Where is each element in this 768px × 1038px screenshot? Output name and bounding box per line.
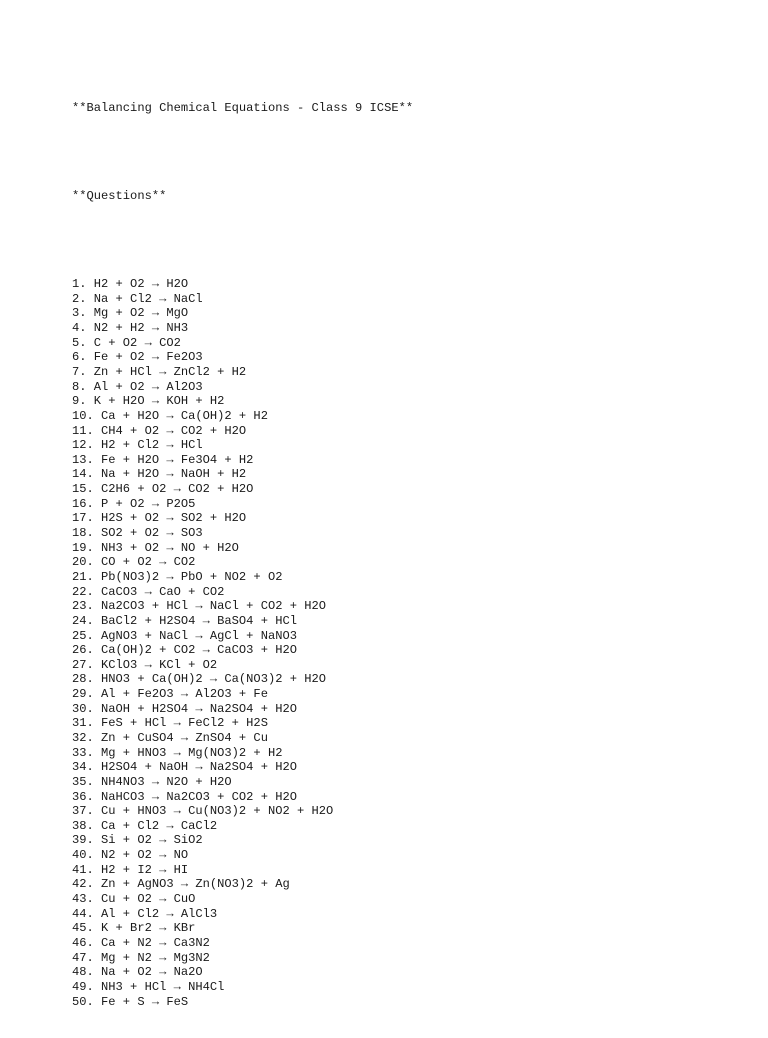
question-item: 26. Ca(OH)2 + CO2 → CaCO3 + H2O bbox=[72, 643, 297, 658]
question-item: 14. Na + H2O → NaOH + H2 bbox=[72, 467, 247, 482]
question-item: 11. CH4 + O2 → CO2 + H2O bbox=[72, 423, 247, 438]
question-item: 45. K + Br2 → KBr bbox=[72, 921, 196, 936]
question-item: 28. HNO3 + Ca(OH)2 → Ca(NO3)2 + H2O bbox=[72, 672, 327, 687]
question-item: 42. Zn + AgNO3 → Zn(NO3)2 + Ag bbox=[72, 877, 290, 892]
document-content bbox=[72, 72, 413, 1038]
question-item: 2. Na + Cl2 → NaCl bbox=[72, 291, 203, 306]
question-item: 29. Al + Fe2O3 → Al2O3 + Fe bbox=[72, 687, 268, 702]
blank-line bbox=[72, 145, 413, 160]
question-item: 43. Cu + O2 → CuO bbox=[72, 892, 196, 907]
question-item: 34. H2SO4 + NaOH → Na2SO4 + H2O bbox=[72, 760, 297, 775]
question-item: 31. FeS + HCl → FeCl2 + H2S bbox=[72, 716, 268, 731]
blank-line bbox=[72, 233, 413, 248]
question-item: 44. Al + Cl2 → AlCl3 bbox=[72, 906, 218, 921]
question-item: 16. P + O2 → P2O5 bbox=[72, 496, 196, 511]
question-item: 25. AgNO3 + NaCl → AgCl + NaNO3 bbox=[72, 628, 297, 643]
question-item: 1. H2 + O2 → H2O bbox=[72, 277, 189, 292]
question-item: 19. NH3 + O2 → NO + H2O bbox=[72, 540, 239, 555]
question-item: 35. NH4NO3 → N2O + H2O bbox=[72, 774, 232, 789]
question-item: 5. C + O2 → CO2 bbox=[72, 335, 181, 350]
question-item: 27. KClO3 → KCl + O2 bbox=[72, 657, 218, 672]
question-item: 9. K + H2O → KOH + H2 bbox=[72, 394, 225, 409]
questions-list bbox=[72, 277, 413, 1009]
question-item: 48. Na + O2 → Na2O bbox=[72, 965, 203, 980]
question-item: 22. CaCO3 → CaO + CO2 bbox=[72, 584, 225, 599]
section-heading: **Questions** bbox=[72, 189, 167, 204]
question-item: 12. H2 + Cl2 → HCl bbox=[72, 438, 203, 453]
question-item: 47. Mg + N2 → Mg3N2 bbox=[72, 950, 210, 965]
question-item: 41. H2 + I2 → HI bbox=[72, 862, 189, 877]
question-item: 39. Si + O2 → SiO2 bbox=[72, 833, 203, 848]
document-title: **Balancing Chemical Equations - Class 9 ICSE** bbox=[72, 101, 414, 116]
question-item: 3. Mg + O2 → MgO bbox=[72, 306, 189, 321]
question-item: 7. Zn + HCl → ZnCl2 + H2 bbox=[72, 364, 247, 379]
question-item: 23. Na2CO3 + HCl → NaCl + CO2 + H2O bbox=[72, 599, 327, 614]
question-item: 6. Fe + O2 → Fe2O3 bbox=[72, 350, 203, 365]
question-item: 37. Cu + HNO3 → Cu(NO3)2 + NO2 + H2O bbox=[72, 804, 334, 819]
question-item: 36. NaHCO3 → Na2CO3 + CO2 + H2O bbox=[72, 789, 297, 804]
question-item: 33. Mg + HNO3 → Mg(NO3)2 + H2 bbox=[72, 745, 283, 760]
question-item: 18. SO2 + O2 → SO3 bbox=[72, 526, 203, 541]
question-item: 13. Fe + H2O → Fe3O4 + H2 bbox=[72, 452, 254, 467]
question-item: 10. Ca + H2O → Ca(OH)2 + H2 bbox=[72, 408, 268, 423]
question-item: 40. N2 + O2 → NO bbox=[72, 848, 189, 863]
question-item: 4. N2 + H2 → NH3 bbox=[72, 321, 189, 336]
question-item: 49. NH3 + HCl → NH4Cl bbox=[72, 979, 225, 994]
question-item: 32. Zn + CuSO4 → ZnSO4 + Cu bbox=[72, 730, 268, 745]
question-item: 20. CO + O2 → CO2 bbox=[72, 555, 196, 570]
question-item: 24. BaCl2 + H2SO4 → BaSO4 + HCl bbox=[72, 613, 297, 628]
question-item: 17. H2S + O2 → SO2 + H2O bbox=[72, 511, 247, 526]
question-item: 21. Pb(NO3)2 → PbO + NO2 + O2 bbox=[72, 569, 283, 584]
question-item: 8. Al + O2 → Al2O3 bbox=[72, 379, 203, 394]
question-item: 38. Ca + Cl2 → CaCl2 bbox=[72, 818, 218, 833]
question-item: 46. Ca + N2 → Ca3N2 bbox=[72, 935, 210, 950]
question-item: 15. C2H6 + O2 → CO2 + H2O bbox=[72, 482, 254, 497]
question-item: 30. NaOH + H2SO4 → Na2SO4 + H2O bbox=[72, 701, 297, 716]
question-item: 50. Fe + S → FeS bbox=[72, 994, 189, 1009]
